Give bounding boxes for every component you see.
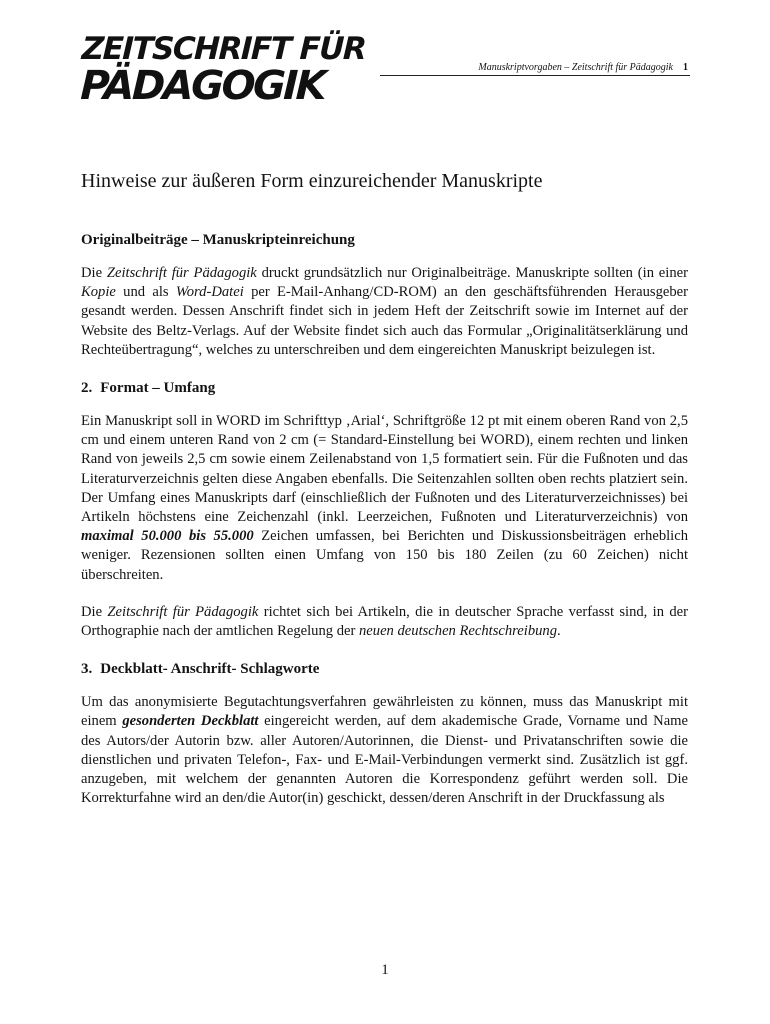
footer-page-number: 1: [381, 962, 389, 978]
section-heading-deckblatt: 3. Deckblatt- Anschrift- Schlagworte: [81, 661, 320, 678]
section-number: 2.: [81, 380, 93, 397]
paragraph-deckblatt: Um das anonymisierte Begutachtungsverfahren gewährleisten zu können, muss das Manuskript mit einem gesonderten Deckblatt eingereicht werden, auf dem akademische Grade, Vorname und Name des Autors/der Autorin bzw. aller Autoren/Autorinnen, die Dienst- und Privatanschriften sowie die dienstlichen und privaten Telefon-, Fax- und E-Mail-Verbindungen vermerkt sind. Zusätzlich ist ggf. anzugeben, mit welchem der genannten Autoren die Korrespondenz geführt werden soll. Die Korrekturfahne wird an den/die Autor(in) geschickt, dessen/deren Anschrift in der Druckfassung als: [81, 694, 689, 807]
section-heading-originalbeitraege: Originalbeiträge – Manuskripteinreichung: [81, 232, 355, 248]
running-header-page-number: 1: [683, 62, 688, 73]
journal-logo: [79, 31, 366, 109]
section-heading-format: 2. Format – Umfang: [81, 380, 216, 397]
logo-line-2: PÄDAGOGIK: [79, 63, 326, 109]
paragraph-format-1: Ein Manuskript soll in WORD im Schrifttyp ‚Arial‘, Schriftgröße 12 pt mit einem oberen Rand von 2,5 cm und einem unteren Rand von 2 cm (= Standard-Einstellung bei WORD), einem rechten und linken Rand von jeweils 2,5 cm sowie einem Zeilenabstand von 1,5 formatiert sein. Für die Fußnoten und das Literaturverzeichnis gelten diese Angaben ebenfalls. Die Seitenzahlen sollten oben rechts platziert sein. Der Umfang eines Manuskripts darf (einschließlich der Fußnoten und des Literaturverzeichnisses) bei Artikeln höchstens eine Zeichenzahl (inkl. Leerzeichen, Fußnoten und Literaturverzeichnis) von maximal 50.000 bis 55.000 Zeichen umfassen, bei Berichten und Diskussionsbeiträgen erheblich weniger. Rezensionen sollten einen Umfang von 150 bis 180 Zeilen (zu 60 Zeichen) nicht überschreiten.: [81, 413, 688, 583]
document-title: Hinweise zur äußeren Form einzureichender Manuskripte: [81, 170, 543, 192]
running-header-title: Manuskriptvorgaben – Zeitschrift für Pädagogik: [478, 62, 673, 73]
section-number: 3.: [81, 661, 93, 678]
document-body: [81, 168, 688, 826]
paragraph-format-2: Die Zeitschrift für Pädagogik richtet sich bei Artikeln, die in deutscher Sprache verfasst sind, in der Orthographie nach der amtlichen Regelung der neuen deutschen Rechtschreibung.: [81, 603, 688, 640]
paragraph-originalbeitraege: Die Zeitschrift für Pädagogik druckt grundsätzlich nur Originalbeiträge. Manuskripte sollten (in einer Kopie und als Word-Datei per E-Mail-Anhang/CD-ROM) an den geschäftsführenden Herausgeber gesandt werden. Dessen Anschrift findet sich in jedem Heft der Zeitschrift sowie im Internet auf der Website des Beltz-Verlags. Auf der Website findet sich auch das Formular „Originalitätserklärung und Rechteübertragung“, welches zu unterschreiben und dem eingereichten Manuskript beizulegen ist.: [81, 265, 688, 358]
running-header: [380, 62, 690, 76]
logo-line-1: ZEITSCHRIFT FÜR: [81, 31, 366, 67]
